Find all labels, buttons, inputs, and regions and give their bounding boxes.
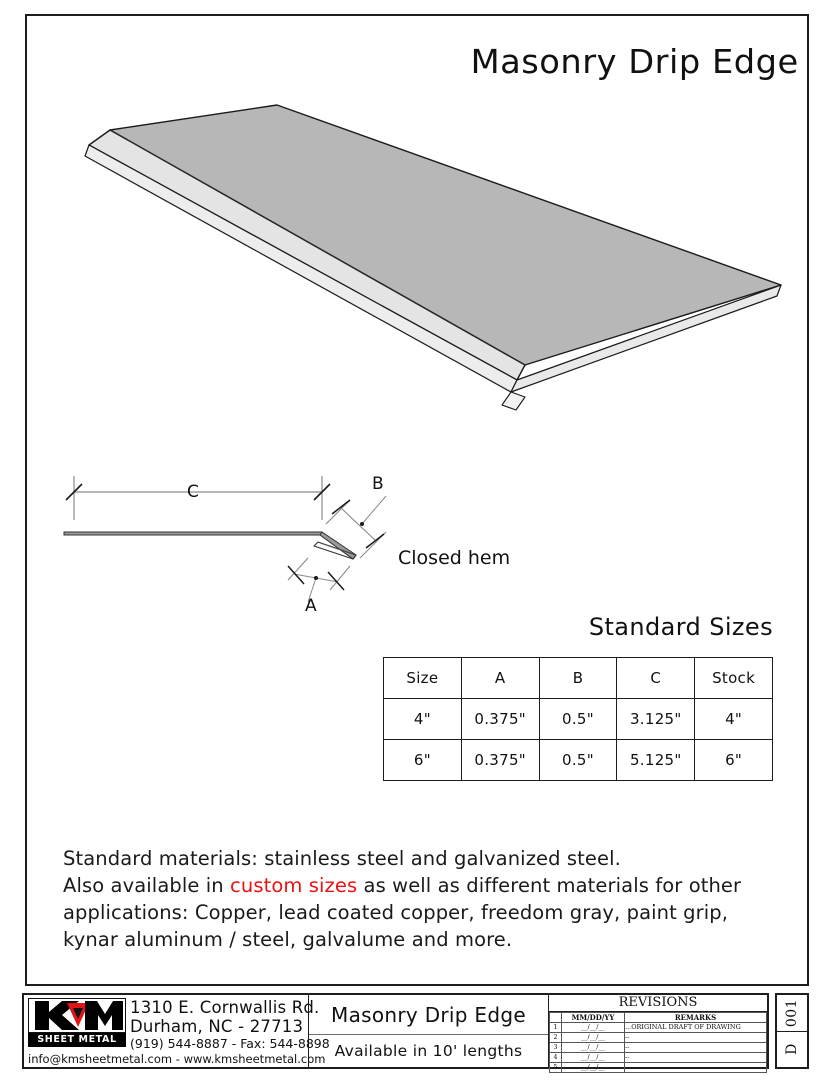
dim-b-tick-1 (332, 500, 350, 514)
rev-num: 3 (550, 1043, 562, 1053)
rev-num: 4 (550, 1053, 562, 1063)
rev-num: 5 (550, 1063, 562, 1073)
standard-sizes-heading: Standard Sizes (588, 613, 773, 641)
isometric-drawing-svg (55, 100, 785, 430)
km-logo-icon (29, 999, 125, 1032)
revisions-panel (549, 995, 767, 1071)
web-line: info@kmsheetmetal.com - www.kmsheetmetal.com (28, 1052, 326, 1066)
table-row (384, 699, 773, 740)
table-row (550, 1053, 767, 1063)
cell-stock: 6" (695, 740, 773, 781)
cross-section-view (50, 462, 520, 632)
dim-b-line (340, 507, 376, 541)
table-row (384, 740, 773, 781)
materials-note (63, 845, 773, 953)
revisions-header-row (550, 1013, 767, 1023)
part-info-panel (309, 995, 549, 1067)
logo-tagline: SHEET METAL (28, 1033, 126, 1047)
rev-num: 2 (550, 1033, 562, 1043)
iso-closed-hem (502, 392, 525, 410)
rev-remark: -- (625, 1043, 767, 1053)
profile-flat-section (64, 532, 326, 535)
dim-b-leader (362, 496, 386, 524)
table-row (550, 1063, 767, 1073)
rev-col-remarks: REMARKS (625, 1013, 767, 1023)
dim-a-dot (314, 576, 318, 580)
company-info-panel (24, 995, 330, 1067)
custom-sizes-highlight: custom sizes (230, 874, 358, 897)
sheet-size: D (783, 1043, 800, 1056)
company-address (130, 997, 330, 1052)
dimension-label-a: A (305, 596, 318, 616)
materials-line-2 (63, 872, 773, 953)
sheet-number-cell (777, 995, 807, 1032)
part-name: Masonry Drip Edge (309, 995, 548, 1035)
column-header-stock: Stock (695, 658, 773, 699)
column-header-c: C (617, 658, 695, 699)
km-sheet-metal-logo (28, 998, 126, 1052)
cell-a: 0.375" (461, 699, 539, 740)
title-block (22, 993, 769, 1069)
page-title: Masonry Drip Edge (470, 42, 799, 81)
materials-line-1: Standard materials: stainless steel and galvanized steel. (63, 847, 621, 870)
rev-date: __/__/__ (562, 1033, 625, 1043)
revisions-heading: REVISIONS (549, 995, 767, 1012)
materials-text-post: as well as different materials for other applications: Copper, lead coated copper, freedom gray, paint grip, kynar aluminum / steel, galvalume and more. (63, 874, 742, 951)
column-header-size: Size (384, 658, 462, 699)
column-header-a: A (461, 658, 539, 699)
table-row (550, 1033, 767, 1043)
company-top-row (27, 997, 330, 1052)
rev-remark: -- (625, 1033, 767, 1043)
address-line-1: 1310 E. Cornwallis Rd. (130, 998, 320, 1017)
rev-date: __/__/__ (562, 1053, 625, 1063)
dim-b-tick-2 (366, 534, 384, 548)
table-row (550, 1023, 767, 1033)
materials-text-pre: Also available in (63, 874, 231, 897)
sheet-number: 001 (783, 998, 800, 1027)
cell-size: 6" (384, 740, 462, 781)
cell-b: 0.5" (539, 699, 617, 740)
rev-remark: -- (625, 1063, 767, 1073)
standard-sizes-table (383, 657, 773, 781)
rev-remark: -- (625, 1053, 767, 1063)
profile-drip-leg (320, 532, 356, 559)
closed-hem-note: Closed hem (398, 547, 511, 569)
rev-date: __/__/__ (562, 1023, 625, 1033)
dimension-label-b: B (372, 474, 385, 494)
sheet-identifier-block (775, 993, 809, 1069)
table-header-row (384, 658, 773, 699)
cell-stock: 4" (695, 699, 773, 740)
isometric-product-view (55, 100, 785, 430)
rev-num: 1 (550, 1023, 562, 1033)
rev-date: __/__/__ (562, 1063, 625, 1073)
column-header-b: B (539, 658, 617, 699)
dimension-label-c: C (187, 482, 200, 502)
rev-col-date: MM/DD/YY (562, 1013, 625, 1023)
cell-c: 5.125" (617, 740, 695, 781)
available-lengths: Available in 10' lengths (334, 1042, 523, 1061)
revisions-table (549, 1012, 767, 1073)
logo-mark (28, 998, 126, 1033)
cell-b: 0.5" (539, 740, 617, 781)
rev-col-num (550, 1013, 562, 1023)
rev-remark: ...ORIGINAL DRAFT OF DRAWING (625, 1023, 767, 1033)
cell-c: 3.125" (617, 699, 695, 740)
dim-b-dot (360, 522, 364, 526)
rev-date: __/__/__ (562, 1043, 625, 1053)
cell-size: 4" (384, 699, 462, 740)
table-row (550, 1043, 767, 1053)
address-line-2: Durham, NC - 27713 (130, 1017, 304, 1036)
sheet-size-cell (777, 1032, 807, 1068)
cell-a: 0.375" (461, 740, 539, 781)
phone-line: (919) 544-8887 - Fax: 544-8898 (130, 1036, 330, 1051)
